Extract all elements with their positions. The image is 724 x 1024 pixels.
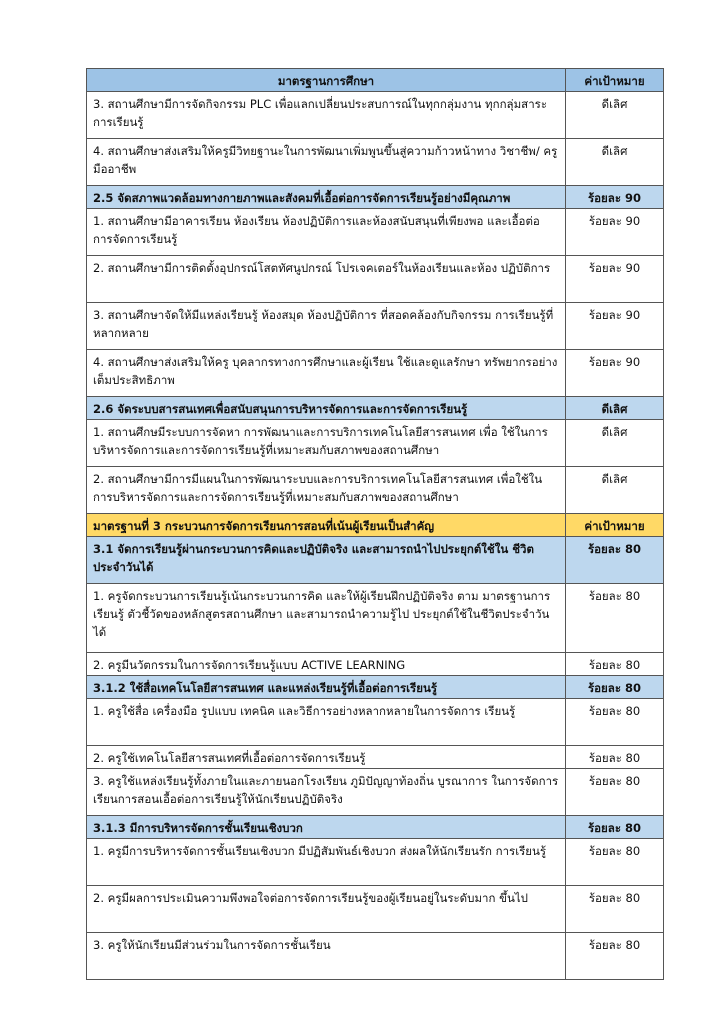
indicator-cell: 1. ครูจัดกระบวนการเรียนรู้เน้นกระบวนการคิด และให้ผู้เรียนฝึกปฏิบัติจริง ตาม มาตรฐานการเรียนรู้ ตัวชี้วัดของหลักสูตรสถานศึกษา และสามารถนำความรู้ไป ประยุกต์ใช้ในชีวิตประจำวันได้ — [87, 584, 566, 653]
target-cell: ดีเลิศ — [566, 139, 664, 186]
table-row — [87, 769, 664, 816]
section-title-cell: 2.6 จัดระบบสารสนเทศเพื่อสนับสนุนการบริหารจัดการและการจัดการเรียนรู้ — [87, 397, 566, 420]
target-cell: ร้อยละ 80 — [566, 769, 664, 816]
indicator-cell: 1. สถานศึกษมีระบบการจัดหา การพัฒนาและการบริการเทคโนโลยีสารสนเทศ เพื่อ ใช้ในการบริหารจัดการและการจัดการเรียนรู้ที่เหมาะสมกับสภาพของสถานศึกษา — [87, 420, 566, 467]
target-cell: ร้อยละ 90 — [566, 256, 664, 303]
standards-table-body — [87, 69, 664, 980]
indicator-cell: 2. ครูมีนวัตกรรมในการจัดการเรียนรู้แบบ ACTIVE LEARNING — [87, 653, 566, 676]
target-cell: ร้อยละ 90 — [566, 209, 664, 256]
indicator-cell: 3. ครูให้นักเรียนมีส่วนร่วมในการจัดการชั้นเรียน — [87, 933, 566, 980]
indicator-cell: 2. สถานศึกษามีการมีแผนในการพัฒนาระบบและการบริการเทคโนโลยีสารสนเทศ เพื่อใช้ในการบริหารจัดการและการจัดการเรียนรู้ที่เหมาะสมกับสภาพของสถานศึกษา — [87, 467, 566, 514]
header-standard-cell: มาตรฐานการศึกษา — [87, 69, 566, 92]
table-row — [87, 256, 664, 303]
section-row — [87, 676, 664, 699]
indicator-cell: 2. ครูมีผลการประเมินความพึงพอใจต่อการจัดการเรียนรู้ของผู้เรียนอยู่ในระดับมาก ขึ้นไป — [87, 886, 566, 933]
target-cell: ร้อยละ 90 — [566, 350, 664, 397]
section-title-cell: 3.1 จัดการเรียนรู้ผ่านกระบวนการคิดและปฏิบัติจริง และสามารถนำไปประยุกต์ใช้ใน ชีวิตประจำวันได้ — [87, 537, 566, 584]
table-row — [87, 584, 664, 653]
table-row — [87, 933, 664, 980]
indicator-cell: 3. ครูใช้แหล่งเรียนรู้ทั้งภายในและภายนอกโรงเรียน ภูมิปัญญาท้องถิ่น บูรณาการ ในการจัดการเรียนการสอนเอื้อต่อการเรียนรู้ให้นักเรียนปฏิบัติจริง — [87, 769, 566, 816]
table-row — [87, 92, 664, 139]
standard-row — [87, 514, 664, 537]
table-row — [87, 420, 664, 467]
header-target-cell: ค่าเป้าหมาย — [566, 69, 664, 92]
section-title-cell: 3.1.3 มีการบริหารจัดการชั้นเรียนเชิงบวก — [87, 816, 566, 839]
indicator-cell: 3. สถานศึกษามีการจัดกิจกรรม PLC เพื่อแลกเปลี่ยนประสบการณ์ในทุกกลุ่มงาน ทุกกลุ่มสาระการเรียนรู้ — [87, 92, 566, 139]
target-cell: ดีเลิศ — [566, 397, 664, 420]
target-cell: ร้อยละ 80 — [566, 537, 664, 584]
standards-table — [86, 68, 664, 980]
section-title-cell: มาตรฐานที่ 3 กระบวนการจัดการเรียนการสอนที่เน้นผู้เรียนเป็นสำคัญ — [87, 514, 566, 537]
indicator-cell: 2. สถานศึกษามีการติดตั้งอุปกรณ์โสตทัศนูปกรณ์ โปรเจคเตอร์ในห้องเรียนและห้อง ปฏิบัติการ — [87, 256, 566, 303]
table-row — [87, 139, 664, 186]
section-row — [87, 537, 664, 584]
target-cell: ร้อยละ 80 — [566, 676, 664, 699]
table-row — [87, 467, 664, 514]
target-cell: ร้อยละ 80 — [566, 746, 664, 769]
section-row — [87, 397, 664, 420]
table-row — [87, 886, 664, 933]
indicator-cell: 1. ครูมีการบริหารจัดการชั้นเรียนเชิงบวก มีปฏิสัมพันธ์เชิงบวก ส่งผลให้นักเรียนรัก การเรียนรู้ — [87, 839, 566, 886]
target-cell: ร้อยละ 80 — [566, 699, 664, 746]
target-cell: ร้อยละ 80 — [566, 839, 664, 886]
table-row — [87, 350, 664, 397]
target-cell: ดีเลิศ — [566, 467, 664, 514]
table-row — [87, 699, 664, 746]
target-cell: ร้อยละ 80 — [566, 816, 664, 839]
table-header-row — [87, 69, 664, 92]
table-row — [87, 746, 664, 769]
target-cell: ร้อยละ 80 — [566, 653, 664, 676]
table-row — [87, 303, 664, 350]
target-cell: ดีเลิศ — [566, 420, 664, 467]
indicator-cell: 4. สถานศึกษาส่งเสริมให้ครูมีวิทยฐานะในการพัฒนาเพิ่มพูนขึ้นสู่ความก้าวหน้าทาง วิชาชีพ/ ครูมืออาชีพ — [87, 139, 566, 186]
indicator-cell: 1. สถานศึกษามีอาคารเรียน ห้องเรียน ห้องปฏิบัติการและห้องสนับสนุนที่เพียงพอ และเอื้อต่อการจัดการเรียนรู้ — [87, 209, 566, 256]
indicator-cell: 2. ครูใช้เทคโนโลยีสารสนเทศที่เอื้อต่อการจัดการเรียนรู้ — [87, 746, 566, 769]
table-row — [87, 839, 664, 886]
indicator-cell: 4. สถานศึกษาส่งเสริมให้ครู บุคลากรทางการศึกษาและผู้เรียน ใช้และดูแลรักษา ทรัพยากรอย่างเต็มประสิทธิภาพ — [87, 350, 566, 397]
target-cell: ร้อยละ 80 — [566, 584, 664, 653]
target-cell: ร้อยละ 80 — [566, 886, 664, 933]
target-cell: ค่าเป้าหมาย — [566, 514, 664, 537]
target-cell: ร้อยละ 90 — [566, 303, 664, 350]
section-title-cell: 2.5 จัดสภาพแวดล้อมทางกายภาพและสังคมที่เอื้อต่อการจัดการเรียนรู้อย่างมีคุณภาพ — [87, 186, 566, 209]
table-row — [87, 653, 664, 676]
section-title-cell: 3.1.2 ใช้สื่อเทคโนโลยีสารสนเทศ และแหล่งเรียนรู้ที่เอื้อต่อการเรียนรู้ — [87, 676, 566, 699]
indicator-cell: 3. สถานศึกษาจัดให้มีแหล่งเรียนรู้ ห้องสมุด ห้องปฏิบัติการ ที่สอดคล้องกับกิจกรรม การเรียนรู้ที่หลากหลาย — [87, 303, 566, 350]
section-row — [87, 816, 664, 839]
target-cell: ร้อยละ 90 — [566, 186, 664, 209]
section-row — [87, 186, 664, 209]
target-cell: ดีเลิศ — [566, 92, 664, 139]
indicator-cell: 1. ครูใช้สื่อ เครื่องมือ รูปแบบ เทคนิค และวิธีการอย่างหลากหลายในการจัดการ เรียนรู้ — [87, 699, 566, 746]
target-cell: ร้อยละ 80 — [566, 933, 664, 980]
table-row — [87, 209, 664, 256]
